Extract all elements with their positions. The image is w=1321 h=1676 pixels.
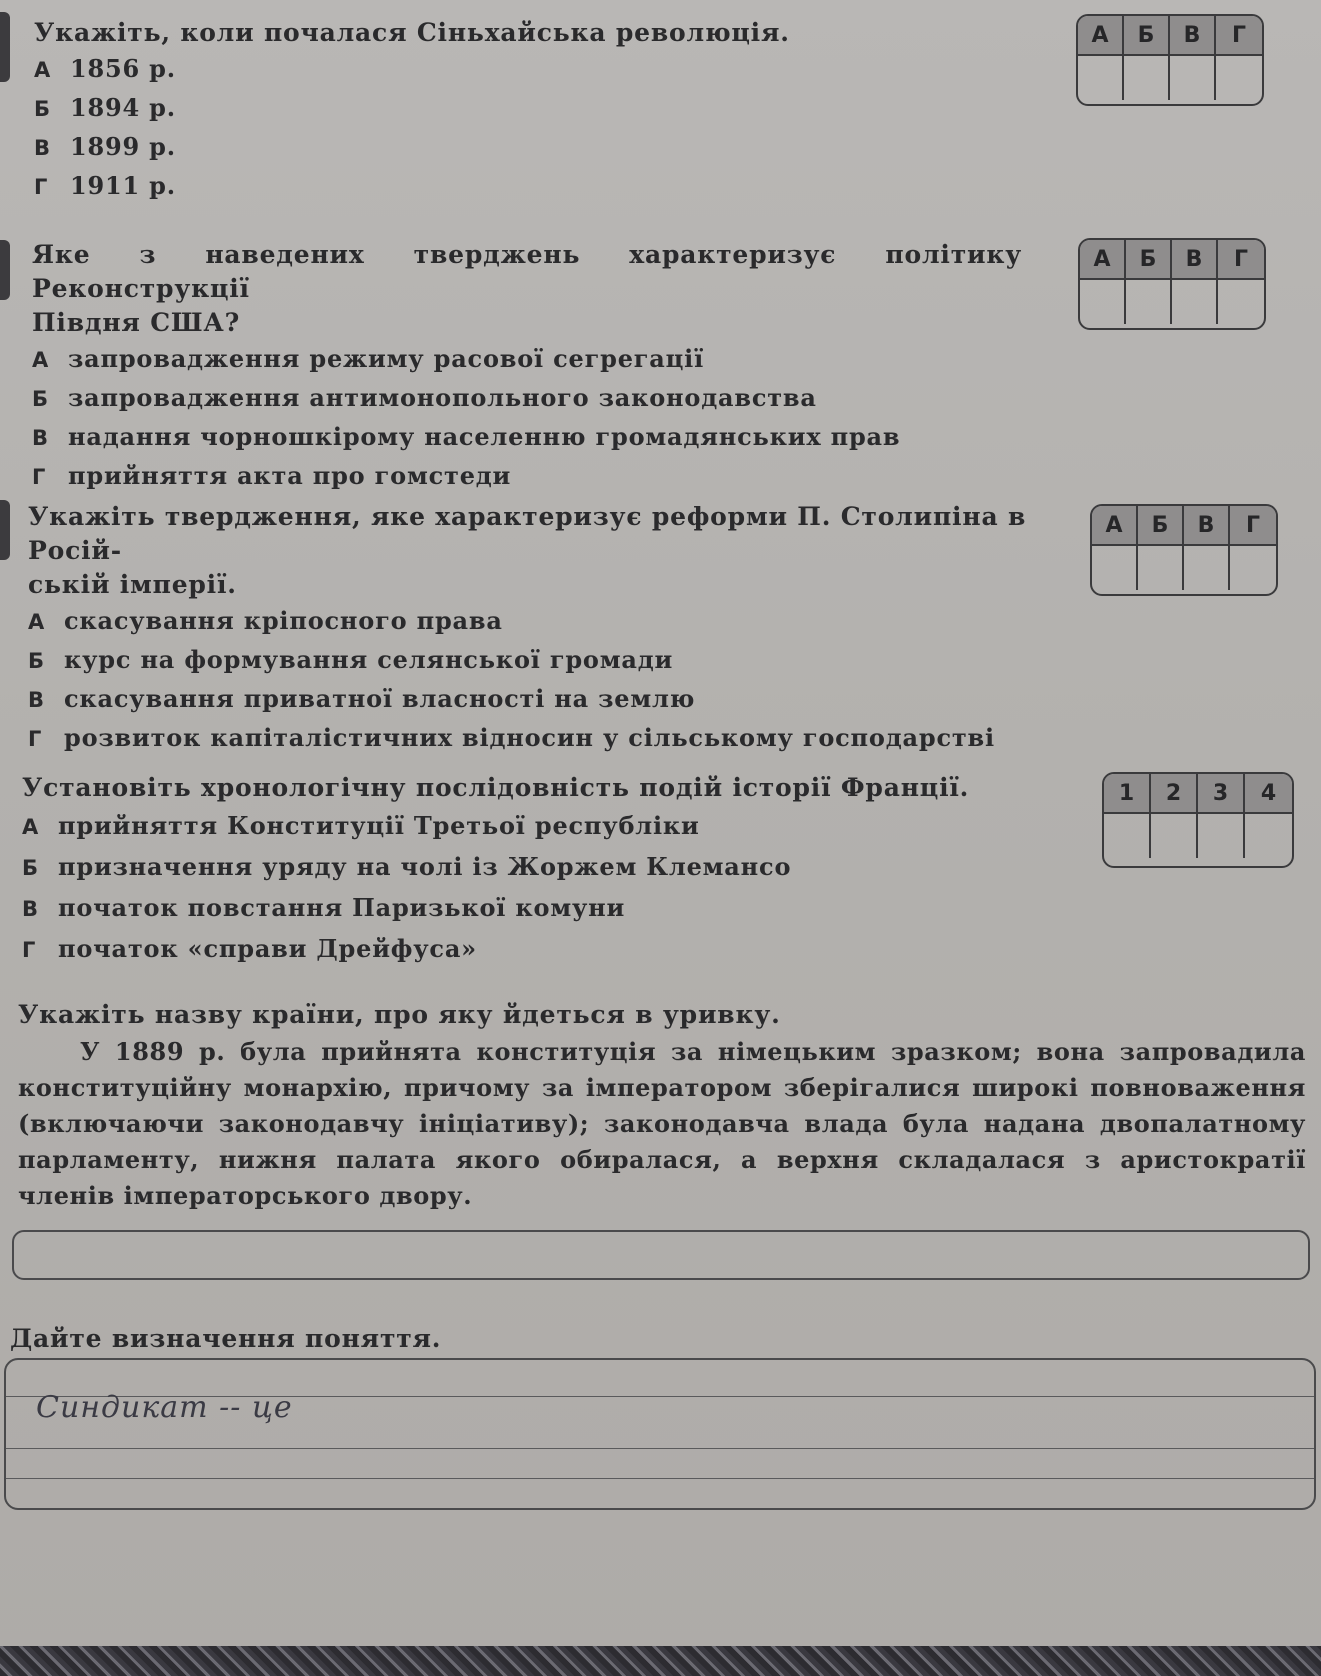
question-6-definition-field[interactable] [4, 1358, 1316, 1510]
question-3-option-c: В скасування приватної власності на землю [28, 684, 696, 713]
tablecloth-edge [0, 1646, 1321, 1676]
answer-cell-b[interactable] [1126, 280, 1172, 324]
grid-header: 4 [1245, 774, 1292, 814]
grid-header: А [1078, 16, 1124, 56]
answer-cell-1[interactable] [1104, 814, 1151, 858]
question-1-answer-grid [1076, 14, 1264, 106]
question-5-stem: Укажіть назву країни, про яку йдеться в уривку. [18, 1000, 781, 1029]
question-4-option-d: Г початок «справи Дрейфуса» [22, 934, 477, 963]
question-2-option-c: В надання чорношкірому населенню громадянських прав [32, 422, 901, 451]
answer-cell-a[interactable] [1092, 546, 1138, 590]
definition-line [6, 1448, 1314, 1449]
answer-cell-d[interactable] [1218, 280, 1264, 324]
grid-header: 1 [1104, 774, 1151, 814]
question-1-option-d: Г 1911 р. [34, 171, 176, 200]
question-2-option-b: Б запровадження антимонопольного законодавства [32, 383, 817, 412]
question-5 [18, 996, 1306, 1214]
question-2-answer-grid [1078, 238, 1266, 330]
grid-header: В [1170, 16, 1216, 56]
answer-cell-d[interactable] [1216, 56, 1262, 100]
handwritten-answer: Синдикат -- це [36, 1390, 293, 1425]
answer-cell-4[interactable] [1245, 814, 1292, 858]
question-4-option-c: В початок повстання Паризької комуни [22, 893, 626, 922]
question-4 [22, 770, 1022, 970]
answer-cell-3[interactable] [1198, 814, 1245, 858]
grid-header: Б [1126, 240, 1172, 280]
margin-mark [0, 500, 10, 560]
question-6-stem: Дайте визначення поняття. [10, 1324, 442, 1353]
question-1-option-a: А 1856 р. [34, 54, 176, 83]
question-5-answer-field[interactable] [12, 1230, 1310, 1280]
question-4-option-a: А прийняття Конституції Третьої республіки [22, 811, 700, 840]
question-1-option-b: Б 1894 р. [34, 93, 176, 122]
grid-header: А [1092, 506, 1138, 546]
grid-header: В [1184, 506, 1230, 546]
question-3-stem: Укажіть твердження, яке характеризує реформи П. Столипіна в Росій- [28, 502, 1027, 565]
answer-cell-b[interactable] [1124, 56, 1170, 100]
grid-header: 3 [1198, 774, 1245, 814]
answer-cell-b[interactable] [1138, 546, 1184, 590]
answer-cell-c[interactable] [1172, 280, 1218, 324]
grid-header: Б [1138, 506, 1184, 546]
question-3-option-b: Б курс на формування селянської громади [28, 645, 674, 674]
definition-line [6, 1478, 1314, 1479]
margin-mark [0, 240, 10, 300]
grid-header: Б [1124, 16, 1170, 56]
question-2 [32, 238, 1022, 496]
margin-mark [0, 12, 10, 82]
question-1 [34, 16, 1034, 206]
answer-cell-a[interactable] [1080, 280, 1126, 324]
answer-cell-c[interactable] [1184, 546, 1230, 590]
grid-header: Г [1218, 240, 1264, 280]
question-3-answer-grid [1090, 504, 1278, 596]
answer-cell-d[interactable] [1230, 546, 1276, 590]
grid-header: А [1080, 240, 1126, 280]
question-3-option-a: А скасування кріпосного права [28, 606, 503, 635]
question-4-option-b: Б призначення уряду на чолі із Жоржем Клемансо [22, 852, 792, 881]
question-2-option-d: Г прийняття акта про гомстеди [32, 461, 512, 490]
question-6 [10, 1322, 1010, 1356]
grid-header: 2 [1151, 774, 1198, 814]
grid-header: В [1172, 240, 1218, 280]
question-2-stem: Яке з наведених тверджень характеризує політику Реконструкції [32, 240, 1022, 303]
question-2-option-a: А запровадження режиму расової сегрегації [32, 344, 704, 373]
question-4-stem: Установіть хронологічну послідовність подій історії Франції. [22, 773, 970, 802]
question-1-stem: Укажіть, коли почалася Сіньхайська революція. [34, 18, 790, 47]
grid-header: Г [1216, 16, 1262, 56]
question-3-stem-cont: ській імперії. [28, 570, 237, 599]
question-2-stem-cont: Півдня США? [32, 308, 241, 337]
question-5-passage: У 1889 р. була прийнята конституція за німецьким зразком; вона запровадила конституційну монархію, причому за імператором зберігалися широкі повноваження (включаючи законодавчу ініціативу); законодавча влада була надана двопалатному парламенту, нижня палата якого обиралася, а верхня складалася з аристократії членів імператорського двору. [18, 1037, 1306, 1210]
grid-header: Г [1230, 506, 1276, 546]
answer-cell-a[interactable] [1078, 56, 1124, 100]
question-1-option-c: В 1899 р. [34, 132, 176, 161]
question-3 [28, 500, 1028, 758]
question-3-option-d: Г розвиток капіталістичних відносин у сільському господарстві [28, 723, 995, 752]
answer-cell-2[interactable] [1151, 814, 1198, 858]
question-4-answer-grid [1102, 772, 1294, 868]
answer-cell-c[interactable] [1170, 56, 1216, 100]
